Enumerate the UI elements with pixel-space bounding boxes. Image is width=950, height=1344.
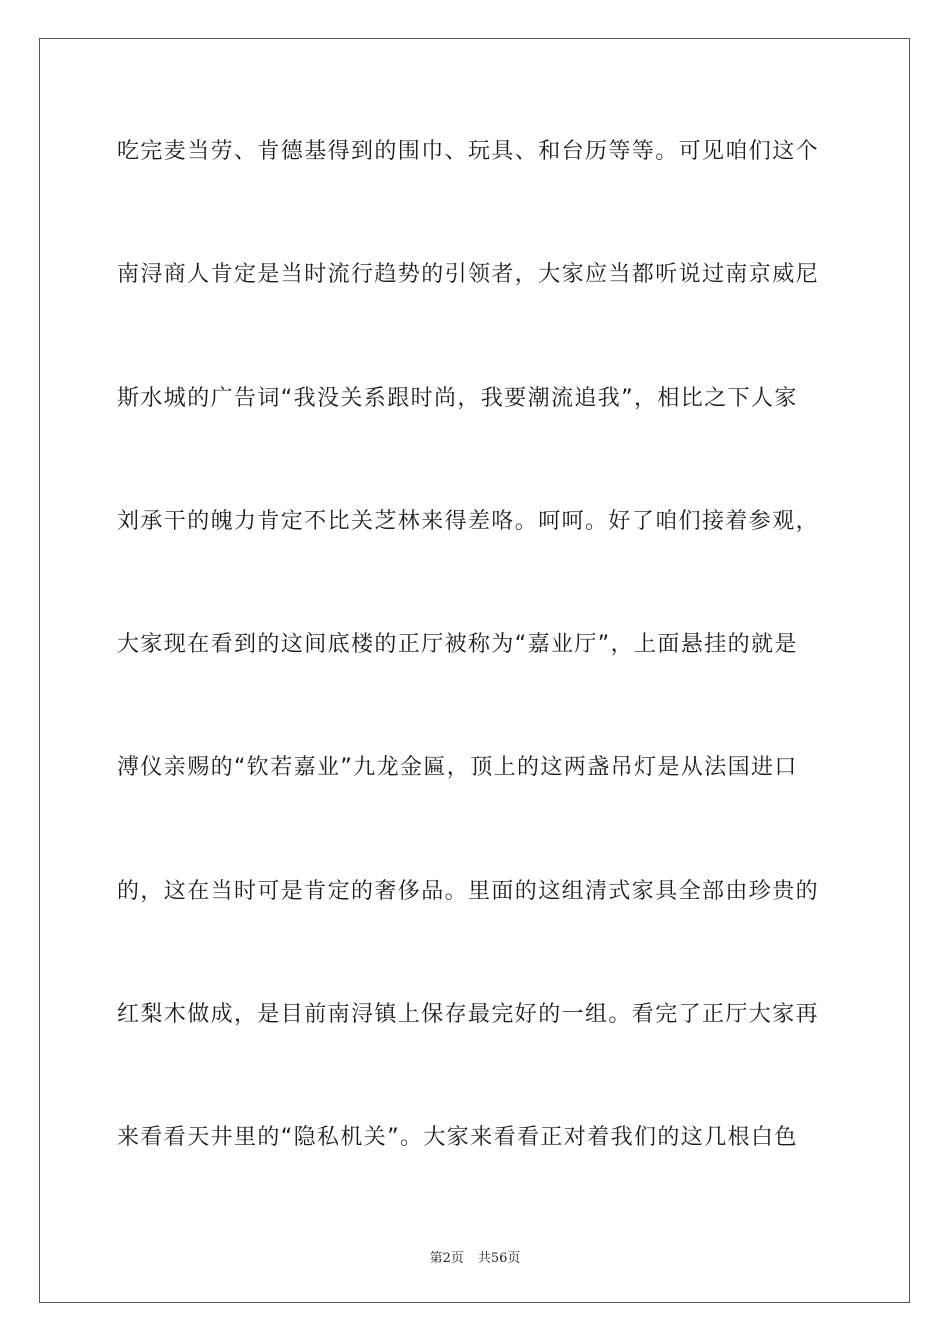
document-body [117,130,837,1240]
text-line: 南浔商人肯定是当时流行趋势的引领者，大家应当都听说过南京威尼 [117,262,820,288]
page-footer [0,1247,950,1266]
text-line: 大家现在看到的这间底楼的正厅被称为“嘉业厅”，上面悬挂的就是 [117,632,798,658]
text-line: 溥仪亲赐的“钦若嘉业”九龙金匾，顶上的这两盏吊灯是从法国进口 [117,755,798,781]
text-line: 斯水城的广告词“我没关系跟时尚，我要潮流追我”，相比之下人家 [117,385,798,411]
text-line: 刘承干的魄力肯定不比关芝林来得差咯。呵呵。好了咱们接着参观， [117,508,820,534]
text-line: 红梨木做成，是目前南浔镇上保存最完好的一组。看完了正厅大家再 [117,1002,820,1028]
text-line: 的，这在当时可是肯定的奢侈品。里面的这组清式家具全部由珍贵的 [117,878,820,904]
text-line: 来看看天井里的“隐私机关”。大家来看看正对着我们的这几根白色 [117,1125,798,1151]
text-line: 吃完麦当劳、肯德基得到的围巾、玩具、和台历等等。可见咱们这个 [117,139,820,164]
total-pages: 共56页 [477,1251,521,1266]
page-number: 第2页 [429,1251,464,1266]
